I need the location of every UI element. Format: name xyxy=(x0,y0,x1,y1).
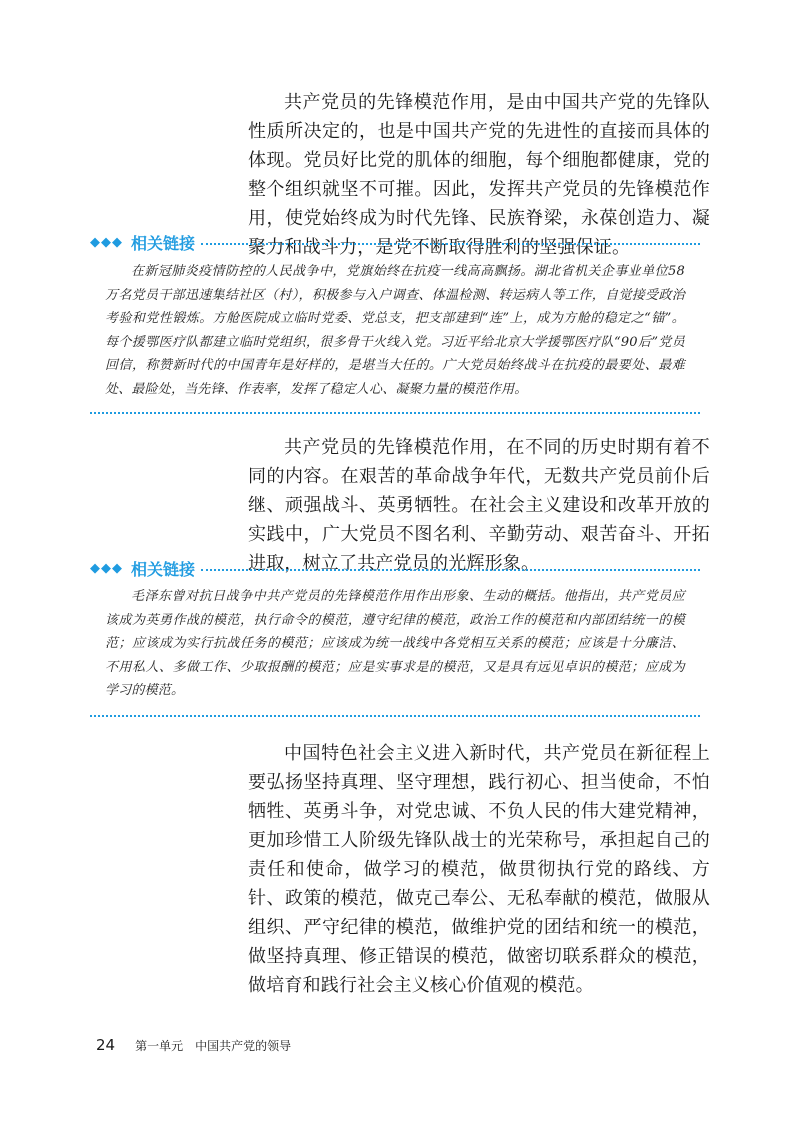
body-paragraph-3: 中国特色社会主义进入新时代，共产党员在新征程上要弘扬坚持真理、坚守理想，践行初心、担当使命，不怕牺牲、英勇斗争，对党忠诚、不负人民的伟大建党精神，更加珍惜工人阶级先锋队战士的光荣称号，承担起自己的责任和使命，做学习的模范，做贯彻执行党的路线、方针、政策的模范，做克己奉公、无私奉献的模范，做服从组织、严守纪律的模范，做维护党的团结和统一的模范，做坚持真理、修正错误的模范，做密切联系群众的模范，做培育和践行社会主义核心价值观的模范。 xyxy=(248,743,710,996)
page-footer xyxy=(96,1036,291,1054)
dotted-divider xyxy=(90,715,700,717)
dotted-divider xyxy=(201,569,700,571)
related-link-text-1: 在新冠肺炎疫情防控的人民战争中，党旗始终在抗疫一线高高飘扬。湖北省机关企事业单位58万名党员干部迅速集结社区（村），积极参与入户调查、体温检测、转运病人等工作，自觉接受政治考验和党性锻炼。方舱医院成立临时党委、党总支，把支部建到“连”上，成为方舱的稳定之“锚”。每个援鄂医疗队都建立临时党组织，很多骨干火线入党。习近平给北京大学援鄂医疗队“90后”党员回信，称赞新时代的中国青年是好样的，是堪当大任的。广大党员始终战斗在抗疫的最要处、最难处、最险处，当先锋、作表率，发挥了稳定人心、凝聚力量的模范作用。 xyxy=(105,264,685,397)
related-link-title: 相关链接 xyxy=(131,233,196,253)
page-number: 24 xyxy=(96,1036,116,1054)
related-link-header-1 xyxy=(90,231,700,253)
body-paragraph-1: 共产党员的先锋模范作用，是由中国共产党的先锋队性质所决定的，也是中国共产党的先进性的直接而具体的体现。党员好比党的肌体的细胞，每个细胞都健康，党的整个组织就坚不可摧。因此，发挥共产党员的先锋模范作用，使党始终成为时代先锋、民族脊梁，永葆创造力、凝聚力和战斗力，是党不断取得胜利的坚强保证。 xyxy=(248,92,710,258)
related-link-header-2 xyxy=(90,557,700,579)
dotted-divider xyxy=(201,243,700,245)
unit-title: 第一单元 xyxy=(135,1039,184,1053)
diamond-marker-icon: ◆◆◆ xyxy=(90,560,123,576)
diamond-marker-icon: ◆◆◆ xyxy=(90,234,123,250)
chapter-title: 中国共产党的领导 xyxy=(195,1039,292,1053)
related-link-title: 相关链接 xyxy=(131,559,196,579)
dotted-divider xyxy=(90,412,700,414)
related-link-text-2: 毛泽东曾对抗日战争中共产党员的先锋模范作用作出形象、生动的概括。他指出，共产党员应该成为英勇作战的模范，执行命令的模范，遵守纪律的模范，政治工作的模范和内部团结统一的模范；应该成为实行抗战任务的模范；应该成为统一战线中各党相互关系的模范；应该是十分廉洁、不用私人、多做工作、少取报酬的模范；应是实事求是的模范，又是具有远见卓识的模范；应成为学习的模范。 xyxy=(105,589,685,699)
body-paragraph-2: 共产党员的先锋模范作用，在不同的历史时期有着不同的内容。在艰苦的革命战争年代，无数共产党员前仆后继、顽强战斗、英勇牺牲。在社会主义建设和改革开放的实践中，广大党员不图名利、辛勤劳动、艰苦奋斗、开拓进取，树立了共产党员的光辉形象。 xyxy=(248,437,710,574)
